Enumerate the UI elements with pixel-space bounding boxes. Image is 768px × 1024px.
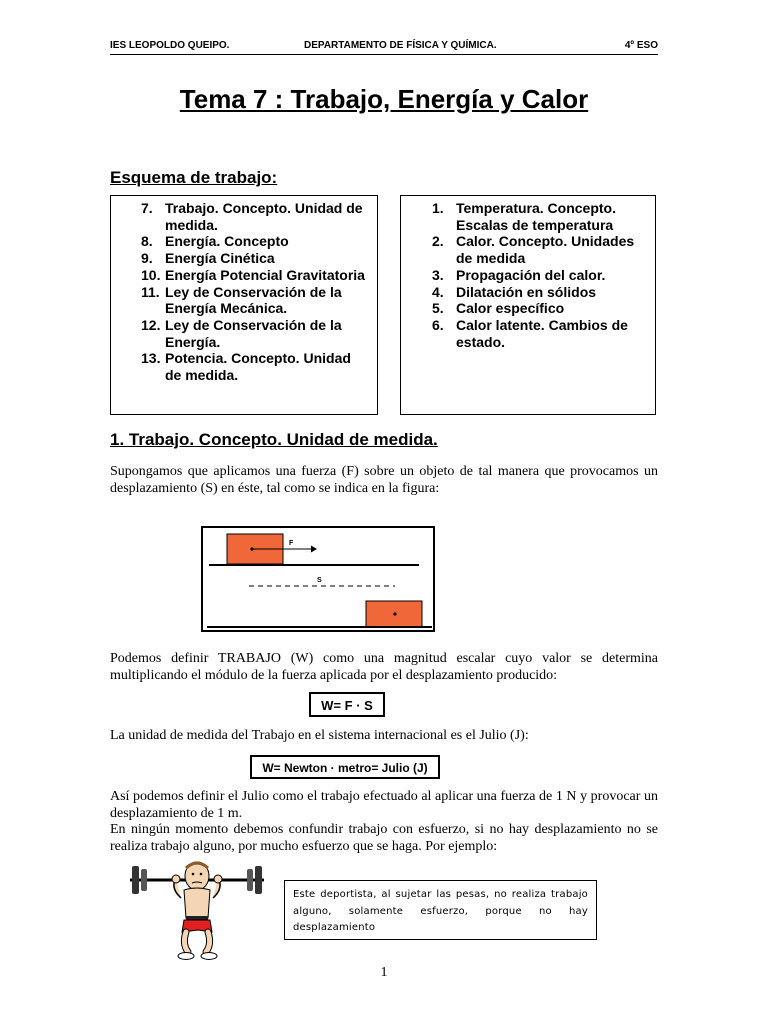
scheme-item [432, 300, 645, 317]
figure-diagram [203, 528, 433, 630]
scheme-item-text: Dilatación en sólidos [456, 283, 597, 300]
scheme-item [432, 284, 645, 301]
force-label: F [289, 540, 294, 547]
scheme-item-number: 10. [141, 266, 161, 283]
scheme-heading: Esquema de trabajo: [110, 168, 278, 187]
header-department: DEPARTAMENTO DE FÍSICA Y QUÍMICA. [304, 40, 497, 51]
weightlifter-illustration [126, 856, 268, 962]
shoe-right [201, 953, 217, 960]
lifter-belt [186, 916, 208, 920]
scheme-item-number: 6. [432, 316, 444, 333]
barbell-plate-right-outer [255, 866, 262, 894]
scheme-right-box [400, 195, 656, 415]
eye-right [200, 873, 203, 876]
paragraph-intro: Supongamos que aplicamos una fuerza (F) sobre un objeto de tal manera que provocamos un desplazamiento (S) en éste, tal como se indica en la figura: [110, 464, 658, 496]
scheme-item [432, 233, 645, 266]
scheme-item-number: 1. [432, 200, 444, 216]
scheme-item-number: 7. [141, 200, 153, 216]
scheme-item-text: Energía. Concepto [165, 233, 289, 250]
paragraph-work-definition: Podemos definir TRABAJO (W) como una magnitud escalar cuyo valor se determina multiplicando el módulo de la fuerza aplicada por el desplazamiento producido: [110, 651, 658, 683]
page-title: Tema 7 : Trabajo, Energía y Calor [179, 84, 589, 114]
scheme-item-text: Calor. Concepto. Unidades de medida [456, 233, 635, 267]
barbell-plate-left-inner [141, 869, 147, 891]
scheme-right-list [432, 200, 645, 350]
scheme-item-text: Trabajo. Concepto. Unidad de medida. [165, 200, 363, 233]
scheme-item [141, 200, 367, 233]
scheme-item-number: 5. [432, 300, 444, 317]
lifter-torso [184, 888, 210, 918]
force-arrow-head [311, 546, 317, 553]
scheme-item-text: Calor latente. Cambios de estado. [456, 316, 628, 350]
scheme-item-text: Potencia. Concepto. Unidad de medida. [165, 350, 351, 384]
scheme-item-number: 11. [141, 283, 160, 300]
eye-left [192, 873, 195, 876]
weightlifter-callout: Este deportista, al sujetar las pesas, no realiza trabajo alguno, solamente esfuerzo, porque no hay desplazamiento [284, 880, 597, 940]
scheme-item-number: 12. [141, 316, 161, 333]
hand-right [214, 875, 222, 883]
paragraph-julio: Así podemos definir el Julio como el trabajo efectuado al aplicar una fuerza de 1 N y provocar un desplazamiento de 1 m. [110, 789, 658, 821]
paragraph-effort: En ningún momento debemos confundir trabajo con esfuerzo, si no hay desplazamiento no se realiza trabajo alguno, por mucho esfuerzo que se haga. Por ejemplo: [110, 822, 658, 854]
scheme-left-box [110, 195, 378, 415]
scheme-item-text: Temperatura. Concepto. Escalas de temperatura [456, 200, 616, 233]
scheme-item-number: 3. [432, 266, 444, 283]
page-number: 1 [380, 965, 388, 980]
barbell-plate-right-inner [247, 869, 253, 891]
scheme-left-list [141, 200, 367, 384]
scheme-item-number: 13. [141, 350, 161, 367]
scheme-item [141, 250, 367, 267]
scheme-item [432, 317, 645, 350]
scheme-item [141, 233, 367, 250]
section-heading: 1. Trabajo. Concepto. Unidad de medida. [110, 430, 438, 449]
scheme-item-number: 9. [141, 250, 153, 267]
scheme-item-text: Calor específico [456, 300, 565, 317]
page-header [110, 40, 658, 55]
scheme-item [141, 284, 367, 317]
scheme-item [141, 350, 367, 383]
block-final-center [393, 612, 396, 615]
scheme-item [432, 267, 645, 284]
scheme-item [432, 200, 645, 233]
hand-left [172, 875, 180, 883]
scheme-item [141, 317, 367, 350]
displacement-label: S [317, 577, 322, 584]
shoe-left [178, 953, 194, 960]
scheme-item [141, 267, 367, 284]
barbell-plate-left-outer [132, 866, 139, 894]
scheme-item-text: Ley de Conservación de la Energía Mecánica. [165, 283, 342, 317]
scheme-item-number: 8. [141, 233, 153, 250]
formula-work: W= F · S [309, 692, 385, 717]
scheme-item-number: 2. [432, 233, 444, 250]
scheme-item-text: Ley de Conservación de la Energía. [165, 316, 342, 350]
header-course: 4º ESO [624, 40, 658, 51]
force-displacement-figure [201, 526, 435, 632]
header-school: IES LEOPOLDO QUEIPO. [110, 40, 230, 51]
scheme-item-text: Propagación del calor. [456, 266, 606, 283]
scheme-item-text: Energía Potencial Gravitatoria [165, 266, 365, 283]
paragraph-si-unit: La unidad de medida del Trabajo en el sistema internacional es el Julio (J): [110, 728, 529, 743]
scheme-item-number: 4. [432, 283, 444, 300]
formula-julio: W= Newton · metro= Julio (J) [250, 755, 440, 779]
scheme-item-text: Energía Cinética [165, 250, 275, 267]
